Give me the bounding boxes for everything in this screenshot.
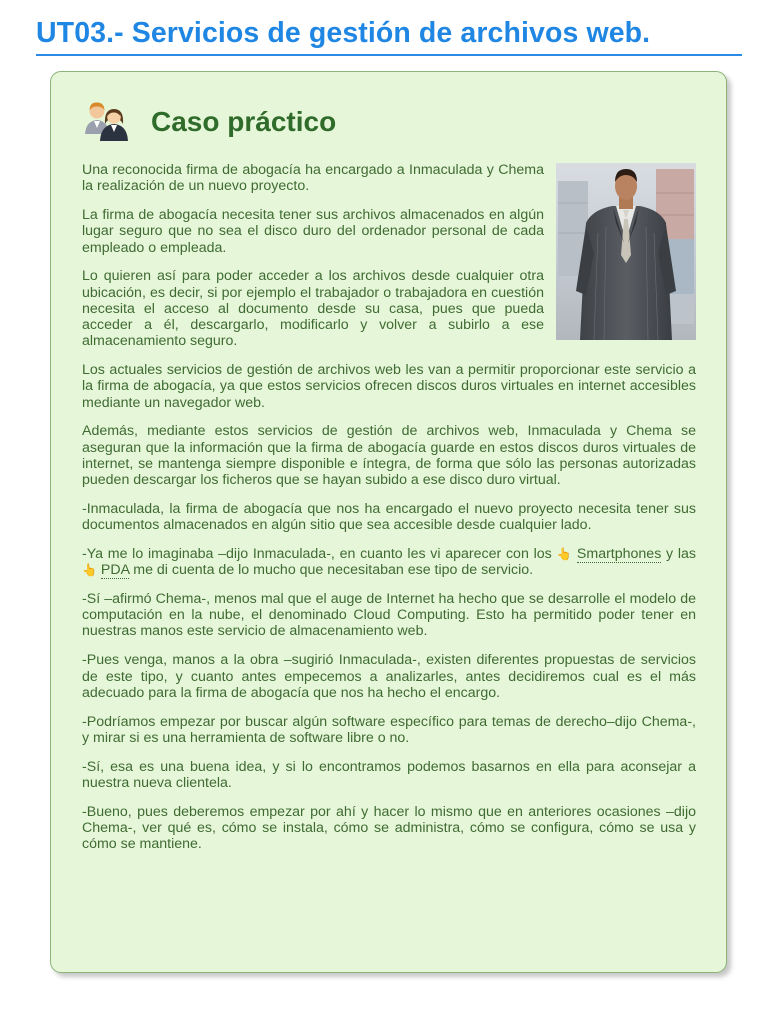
pointing-hand-icon: 👆: [82, 563, 97, 578]
case-paragraph: -Bueno, pues deberemos empezar por ahí y hacer lo mismo que en anteriores ocasiones –dijo Chema-, ver qué es, cómo se instala, cómo se administra, cómo se configura, cómo se usa y cómo se mantiene.: [82, 803, 696, 853]
paragraph-text: y las: [666, 545, 696, 562]
case-paragraph: Los actuales servicios de gestión de archivos web les van a permitir proporcionar este servicio a la firma de abogacía, ya que estos servicios ofrecen discos duros virtuales en internet accesibles mediante un navegador web.: [82, 362, 696, 411]
case-body: [82, 162, 696, 865]
case-paragraph: -Sí –afirmó Chema-, menos mal que el auge de Internet ha hecho que se desarrolle el modelo de computación en la nube, el denominado Cloud Computing. Esto ha permitido poder tener en nuestras manos este servicio de almacenamiento web.: [82, 591, 696, 640]
paragraph-text: -Ya me lo imaginaba –dijo Inmaculada-, en cuanto les vi aparecer con los: [82, 545, 557, 562]
case-paragraph: Además, mediante estos servicios de gestión de archivos web, Inmaculada y Chema se aseguran que la información que la firma de abogacía guarde en estos discos duros virtuales de internet, se mantenga siempre disponible e íntegra, de forma que sólo las personas autorizadas pueden descargar los ficheros que se hayan subido a ese disco duro virtual.: [82, 423, 696, 488]
case-study-box: [50, 71, 727, 973]
case-paragraph: -Sí, esa es una buena idea, y si lo encontramos podemos basarnos en ella para aconsejar a nuestra nueva clientela.: [82, 758, 696, 791]
case-paragraph: La firma de abogacía necesita tener sus archivos almacenados en algún lugar seguro que no sea el disco duro del ordenador personal de cada empleado o empleada.: [82, 207, 544, 256]
glossary-term-smartphones[interactable]: Smartphones: [576, 545, 662, 562]
case-paragraph: Lo quieren así para poder acceder a los archivos desde cualquier otra ubicación, es decir, si por ejemplo el trabajador o trabajadora en cuestión necesita el acceso al documento desde su casa, pues que pueda acceder a él, descargarlo, modificarlo y volver a subirlo a ese almacenamiento seguro.: [82, 268, 544, 350]
case-paragraph: [82, 546, 696, 578]
page-header: [36, 14, 742, 56]
case-paragraph: -Inmaculada, la firma de abogacía que nos ha encargado el nuevo proyecto necesita tener sus documentos almacenados en algún sitio que sea accesible desde cualquier lado.: [82, 500, 696, 534]
case-paragraph: Una reconocida firma de abogacía ha encargado a Inmaculada y Chema la realización de un nuevo proyecto.: [82, 162, 544, 195]
users-icon: [82, 98, 132, 142]
case-title: Caso práctico: [151, 106, 337, 137]
case-paragraph: -Podríamos empezar por buscar algún software específico para temas de derecho–dijo Chema-, y mirar si es una herramienta de software libre o no.: [82, 713, 696, 746]
glossary-term-pda[interactable]: PDA: [100, 562, 130, 579]
case-paragraph: -Pues venga, manos a la obra –sugirió Inmaculada-, existen diferentes propuestas de servicios de este tipo, y cuanto antes empecemos a analizarles, antes decidiremos cual es el más adecuado para la firma de abogacía que nos ha hecho el encargo.: [82, 652, 696, 701]
page-title: UT03.- Servicios de gestión de archivos web.: [36, 17, 651, 49]
pointing-hand-icon: 👆: [556, 546, 573, 561]
paragraph-text: me di cuenta de lo mucho que necesitaban ese tipo de servicio.: [133, 562, 534, 579]
businessman-photo: [556, 163, 696, 340]
